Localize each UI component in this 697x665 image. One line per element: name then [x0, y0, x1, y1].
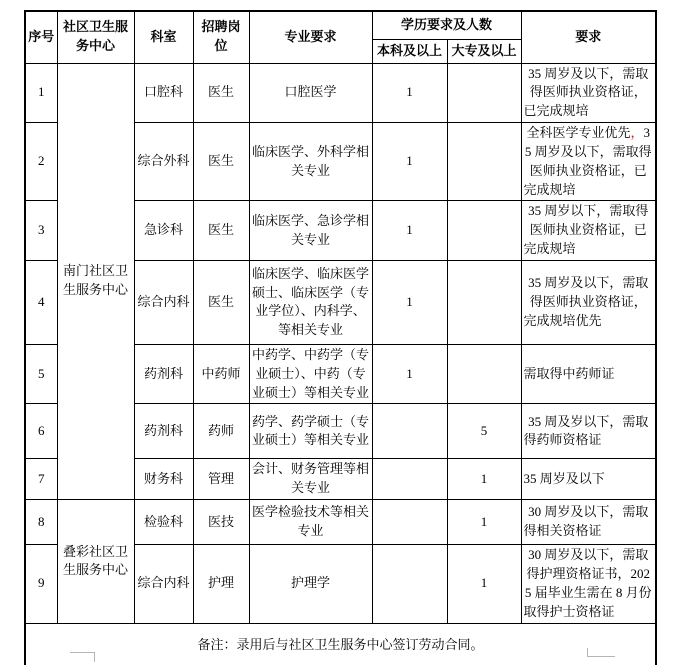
cell-position: 医生 — [193, 123, 249, 201]
cell-major: 会计、财务管理等相关专业 — [249, 459, 372, 500]
recruitment-table — [24, 10, 657, 665]
cell-college-count: 1 — [447, 545, 521, 623]
header-cell-edu-college: 大专及以上 — [447, 39, 521, 63]
cell-dept: 综合外科 — [134, 123, 193, 201]
cell-center-nanmen: 南门社区卫生服务中心 — [57, 63, 134, 500]
cell-college-count — [447, 260, 521, 344]
cell-major: 医学检验技术等相关专业 — [249, 500, 372, 545]
header-cell-center: 社区卫生服务中心 — [57, 11, 134, 63]
cell-dept: 口腔科 — [134, 63, 193, 123]
req-red-comma: ， — [630, 125, 644, 141]
cell-no: 1 — [25, 63, 57, 123]
cell-req: 35 周及岁以下，需取得药师资格证 — [521, 404, 656, 459]
cell-major: 护理学 — [249, 545, 372, 623]
cell-major: 中药学、中药学（专业硕士）、中药（专业硕士）等相关专业 — [249, 344, 372, 404]
table-row — [25, 500, 656, 545]
req-text-segment: 35 周岁及以下，需取得医师执业资格证，已完成规培 — [523, 125, 652, 197]
cell-dept: 急诊科 — [134, 201, 193, 261]
cell-college-count — [447, 123, 521, 201]
cell-dept: 检验科 — [134, 500, 193, 545]
cell-dept: 药剂科 — [134, 344, 193, 404]
cell-college-count: 5 — [447, 404, 521, 459]
cell-bachelor-count: 1 — [372, 123, 447, 201]
cropped-next-table-corner-mark — [587, 648, 615, 657]
cell-position: 医生 — [193, 63, 249, 123]
header-cell-dept: 科室 — [134, 11, 193, 63]
cell-position: 中药师 — [193, 344, 249, 404]
cell-no: 4 — [25, 260, 57, 344]
header-cell-no: 序号 — [25, 11, 57, 63]
header-cell-major: 专业要求 — [249, 11, 372, 63]
cell-bachelor-count: 1 — [372, 344, 447, 404]
cell-no: 2 — [25, 123, 57, 201]
req-text-segment: 全科医学专业优先 — [526, 125, 631, 141]
cell-req: 35 周岁及以下 — [521, 459, 656, 500]
cell-no: 6 — [25, 404, 57, 459]
cell-major: 临床医学、临床医学硕士、临床医学（专业学位）、内科学、等相关专业 — [249, 260, 372, 344]
cell-no: 3 — [25, 201, 57, 261]
header-cell-edu-group: 学历要求及人数 — [372, 11, 521, 39]
cell-bachelor-count — [372, 500, 447, 545]
cropped-next-table-corner-mark — [70, 652, 95, 662]
cell-major: 口腔医学 — [249, 63, 372, 123]
cell-college-count: 1 — [447, 459, 521, 500]
cell-req: 35 周岁及以下，需取得医师执业资格证，完成规培优先 — [521, 260, 656, 344]
cell-major: 临床医学、外科学相关专业 — [249, 123, 372, 201]
cell-college-count — [447, 63, 521, 123]
cell-bachelor-count — [372, 459, 447, 500]
cell-center-diecai: 叠彩社区卫生服务中心 — [57, 500, 134, 623]
cell-position: 医生 — [193, 201, 249, 261]
header-row-top — [25, 11, 656, 39]
cell-position: 护理 — [193, 545, 249, 623]
cell-bachelor-count — [372, 545, 447, 623]
cell-college-count: 1 — [447, 500, 521, 545]
cell-dept: 财务科 — [134, 459, 193, 500]
cell-college-count — [447, 201, 521, 261]
cell-req: 30 周岁及以下，需取得相关资格证 — [521, 500, 656, 545]
cell-no: 8 — [25, 500, 57, 545]
header-cell-req: 要求 — [521, 11, 656, 63]
cell-dept: 综合内科 — [134, 545, 193, 623]
cell-major: 药学、药学硕士（专业硕士）等相关专业 — [249, 404, 372, 459]
cell-req: 30 周岁及以下，需取得护理资格证书，2025 届毕业生需在 8 月份取得护士资格证 — [521, 545, 656, 623]
cell-req: 需取得中药师证 — [521, 344, 656, 404]
cell-req: 35 周岁及以下，需取得医师执业资格证，已完成规培 — [521, 63, 656, 123]
cell-position: 医技 — [193, 500, 249, 545]
cell-bachelor-count: 1 — [372, 260, 447, 344]
header-cell-edu-bachelor: 本科及以上 — [372, 39, 447, 63]
cell-bachelor-count — [372, 404, 447, 459]
cell-position: 管理 — [193, 459, 249, 500]
cell-position: 医生 — [193, 260, 249, 344]
cell-dept: 药剂科 — [134, 404, 193, 459]
cell-req: 35 周岁以下，需取得医师执业资格证，已完成规培 — [521, 201, 656, 261]
cell-no: 9 — [25, 545, 57, 623]
cell-bachelor-count: 1 — [372, 201, 447, 261]
cell-bachelor-count: 1 — [372, 63, 447, 123]
header-cell-position: 招聘岗位 — [193, 11, 249, 63]
note-row — [25, 623, 656, 665]
cell-no: 7 — [25, 459, 57, 500]
cell-dept: 综合内科 — [134, 260, 193, 344]
note-text: 备注：录用后与社区卫生服务中心签订劳动合同。 — [25, 623, 656, 665]
table-row — [25, 63, 656, 123]
cell-college-count — [447, 344, 521, 404]
cell-position: 药师 — [193, 404, 249, 459]
cell-no: 5 — [25, 344, 57, 404]
cell-req — [521, 123, 656, 201]
cell-major: 临床医学、急诊学相关专业 — [249, 201, 372, 261]
